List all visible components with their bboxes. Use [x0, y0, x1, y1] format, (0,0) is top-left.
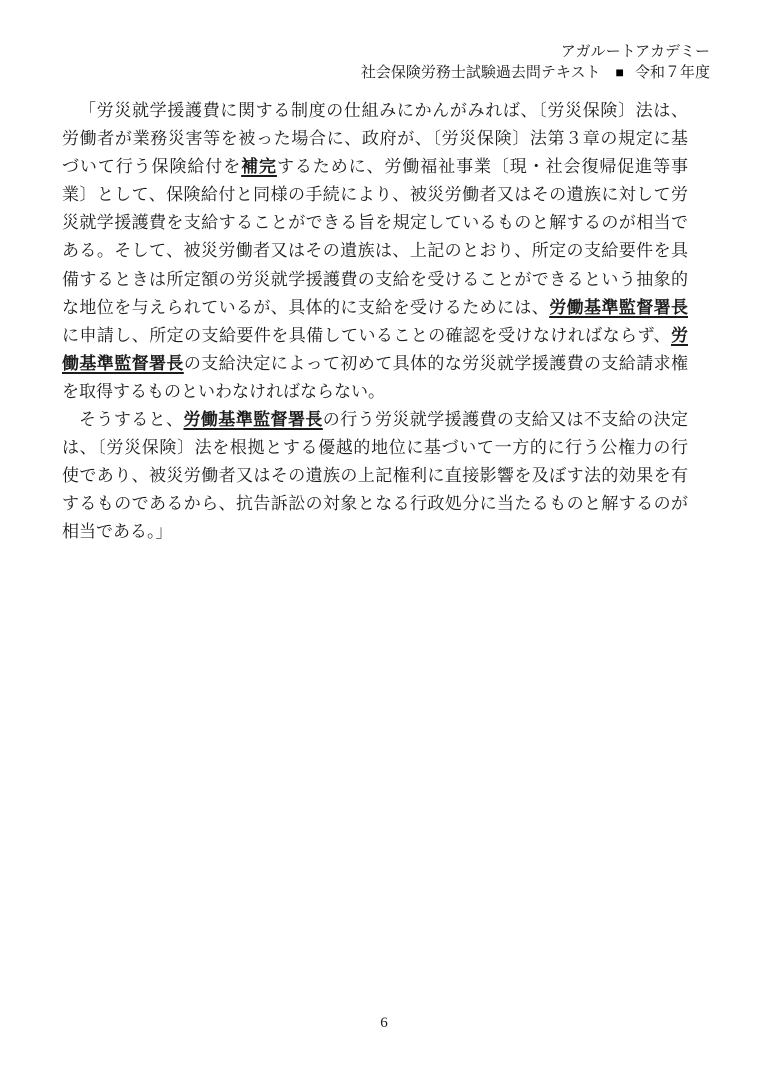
emphasized-text: 働基準監督署長 — [62, 353, 184, 373]
text-segment: 労働者が業務災害等を被った場合に、政府が、〔労災保険〕法第３章の規定に基 — [62, 129, 688, 149]
text-segment: するために、労働福祉事業〔現・社会復帰促進等事 — [276, 157, 688, 177]
page-header — [0, 42, 710, 84]
text-segment: 業〕として、保険給付と同様の手続により、被災労働者又はその遺族に対して労 — [62, 185, 688, 205]
emphasized-text: 労働基準監督署長 — [183, 410, 323, 430]
text-segment: 使であり、被災労働者又はその遺族の上記権利に直接影響を及ぼす法的効果を有 — [62, 466, 688, 486]
text-segment: は、〔労災保険〕法を根拠とする優越的地位に基づいて一方的に行う公権力の行 — [62, 438, 688, 458]
text-segment: を取得するものといわなければならない。 — [62, 381, 385, 401]
body-line — [62, 237, 688, 265]
text-segment: に申請し、所定の支給要件を具備していることの確認を受けなければならず、 — [62, 325, 671, 345]
body-line — [62, 350, 688, 378]
body-line — [62, 153, 688, 181]
header-year-label: 令和７年度 — [634, 65, 710, 81]
body-line — [62, 294, 688, 322]
body-line — [62, 322, 688, 350]
body-line — [62, 181, 688, 209]
body-line — [62, 266, 688, 294]
text-segment: 「労災就学援護費に関する制度の仕組みにかんがみれば、〔労災保険〕法は、 — [79, 101, 688, 120]
emphasized-text: 補完 — [241, 157, 277, 177]
text-segment: ある。そして、被災労働者又はその遺族は、上記のとおり、所定の支給要件を具 — [62, 241, 688, 261]
text-segment: そうすると、 — [79, 410, 184, 430]
body-line — [62, 518, 688, 546]
body-line — [62, 490, 688, 518]
text-segment: な地位を与えられているが、具体的に支給を受けるためには、 — [62, 297, 550, 317]
text-segment: づいて行う保険給付を — [62, 157, 242, 177]
text-segment: 備するときは所定額の労災就学援護費の支給を受けることができるという抽象的 — [62, 269, 688, 289]
body-line — [62, 209, 688, 237]
page-footer — [0, 1015, 768, 1032]
text-segment: の支給決定によって初めて具体的な労災就学援護費の支給請求権 — [183, 353, 688, 373]
text-segment: 相当である。」 — [62, 522, 173, 542]
text-segment: 災就学援護費を支給することができる旨を規定しているものと解するのが相当で — [62, 213, 688, 233]
header-subtitle-text: 社会保険労務士試験過去問テキスト — [360, 65, 601, 81]
text-segment: の行う労災就学援護費の支給又は不支給の決定 — [322, 410, 688, 430]
emphasized-text: 労働基準監督署長 — [549, 297, 688, 317]
body-line — [62, 378, 688, 406]
body-line — [62, 462, 688, 490]
document-body — [62, 97, 688, 547]
header-subtitle — [0, 63, 710, 84]
body-line — [62, 97, 688, 125]
emphasized-text: 労 — [671, 325, 688, 345]
header-brand: アガルートアカデミー — [560, 44, 710, 60]
body-line — [62, 434, 688, 462]
body-line — [62, 125, 688, 153]
page-number: 6 — [380, 1015, 388, 1031]
black-square-icon: ■ — [615, 66, 624, 81]
text-segment: するものであるから、抗告訴訟の対象となる行政処分に当たるものと解するのが — [62, 494, 688, 514]
body-line — [62, 406, 688, 434]
